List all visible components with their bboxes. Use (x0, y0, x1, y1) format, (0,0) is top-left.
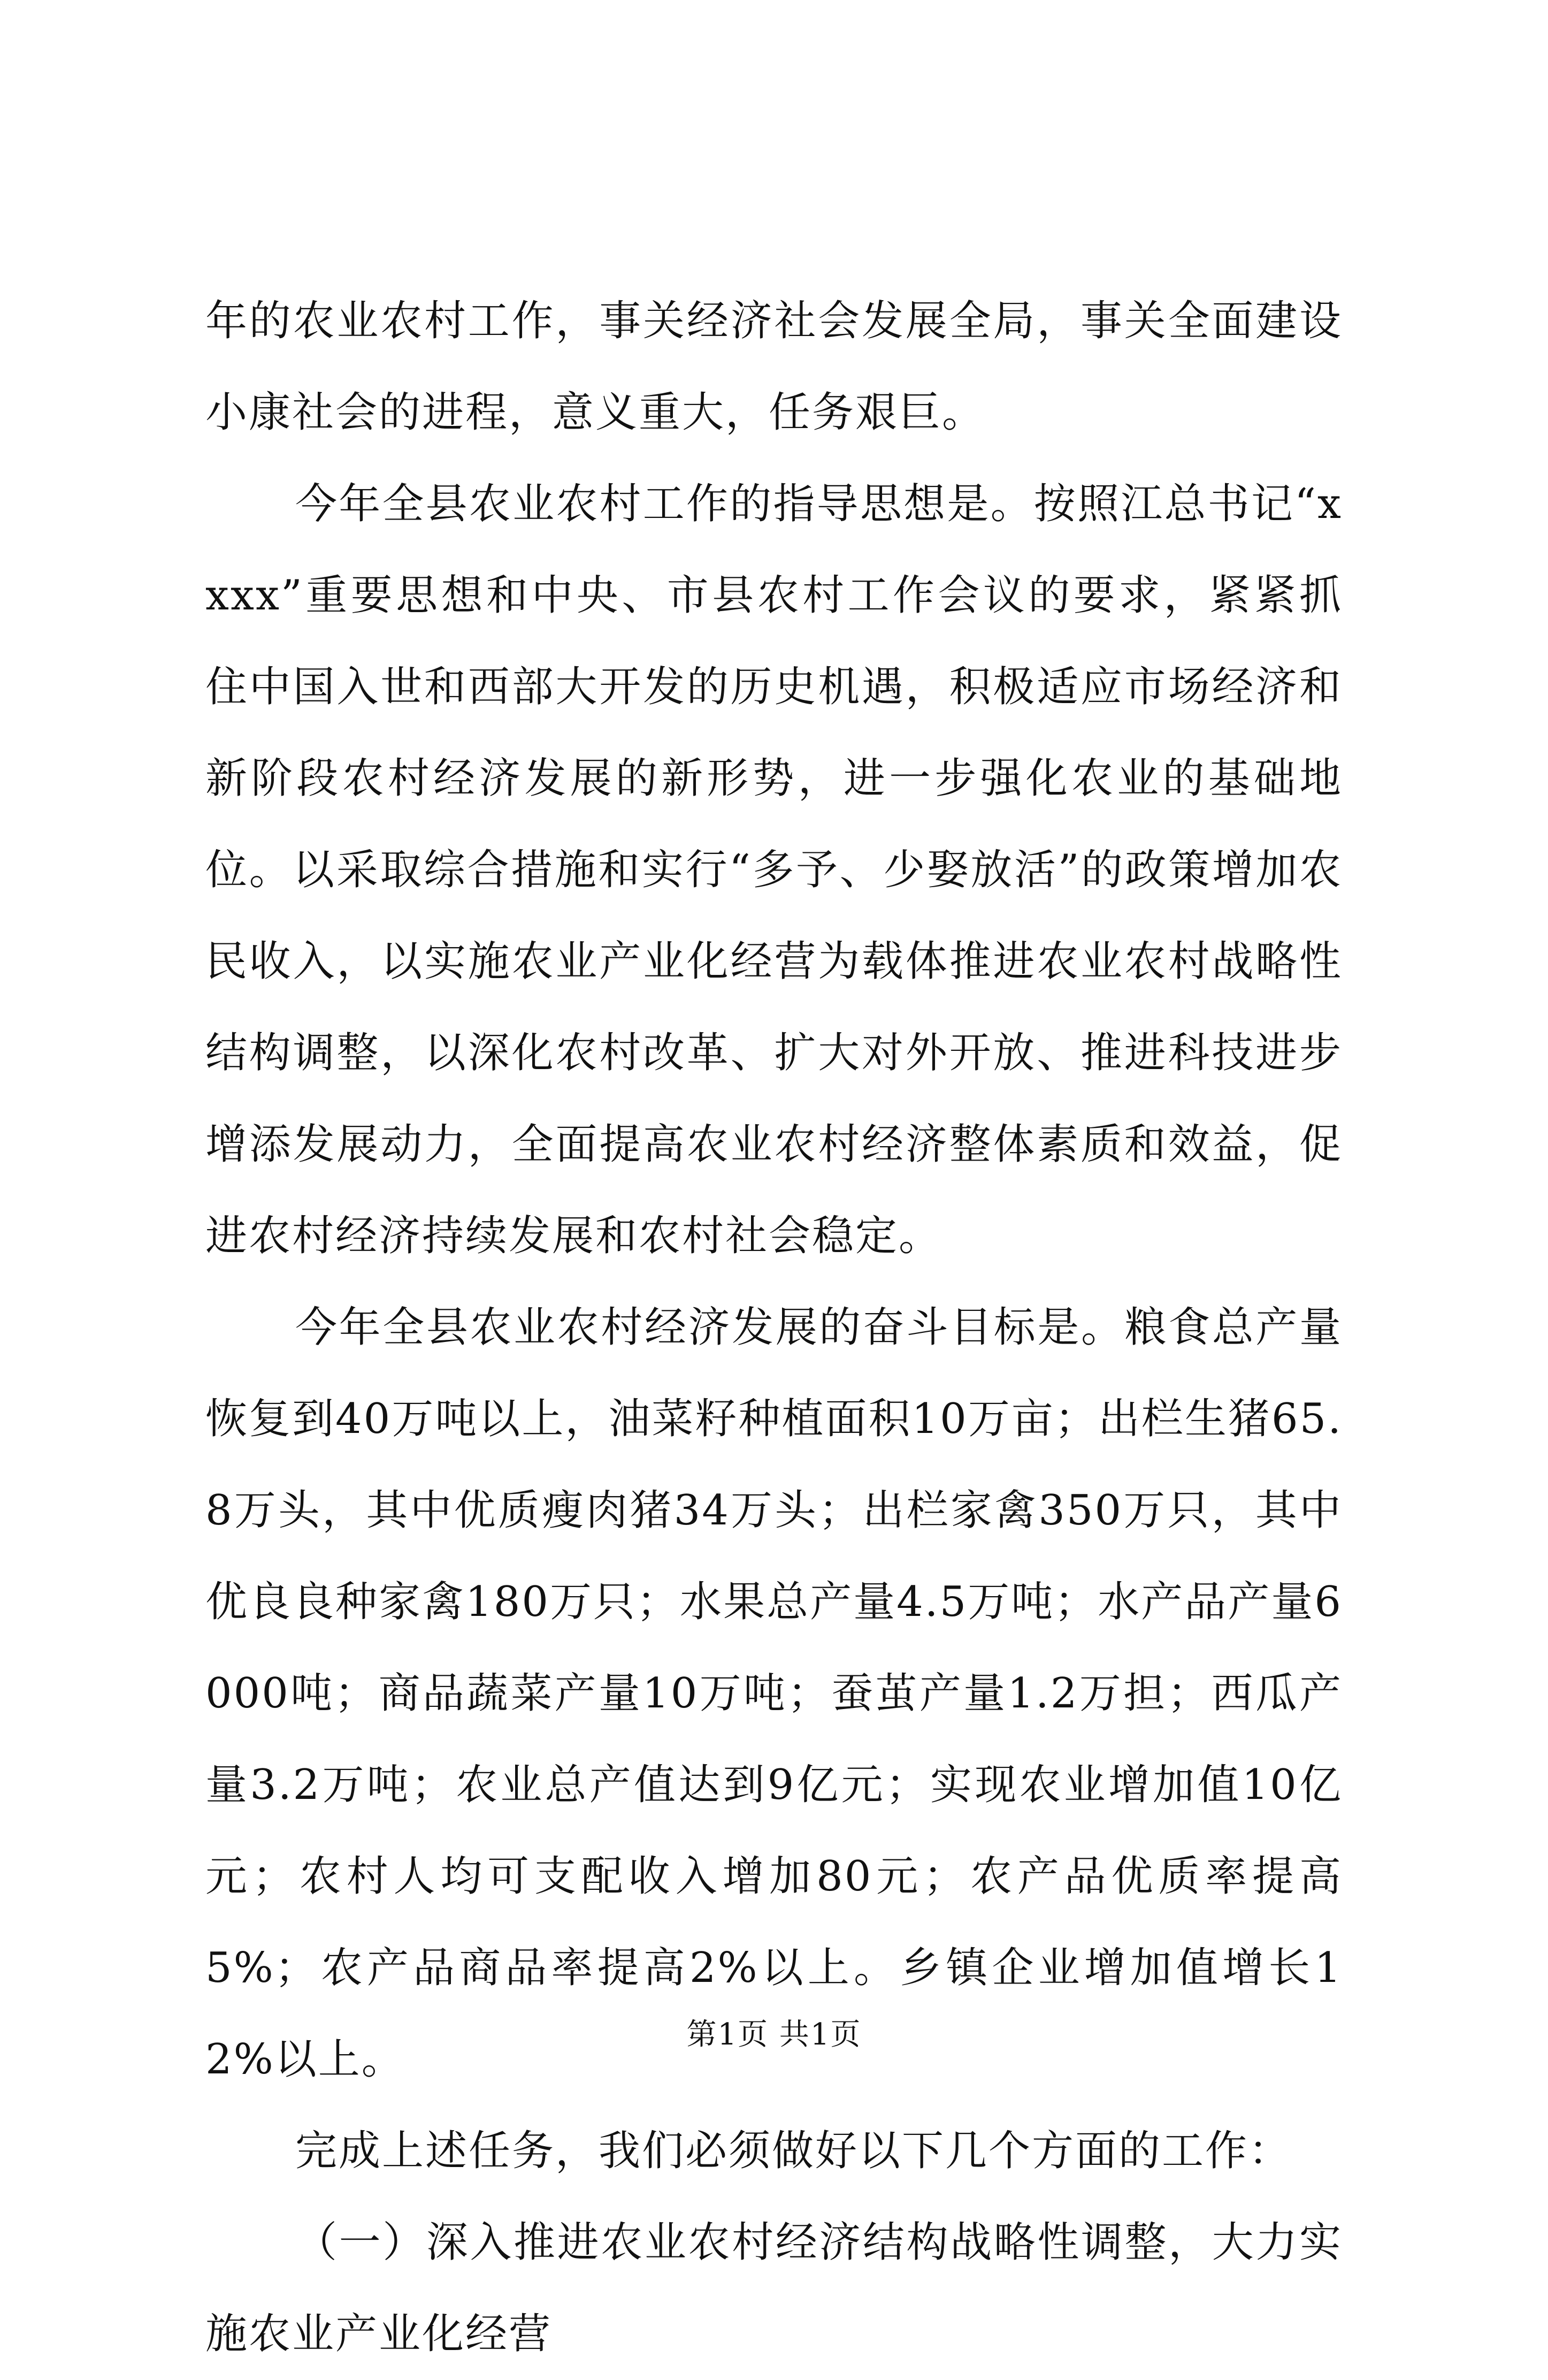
document-body (205, 276, 1343, 2380)
paragraph-tasks-intro: 完成上述任务，我们必须做好以下几个方面的工作： (295, 2127, 1292, 2175)
section-heading-one: （一）深入推进农业农村经济结构战略性调整，大力实施农业产业化经营 (205, 2218, 1343, 2358)
paragraph-guiding-ideology: 今年全县农业农村工作的指导思想是。按照江总书记“xxxx”重要思想和中央、市县农村工作会议的要求，紧紧抓住中国入世和西部大开发的历史机遇，积极适应市场经济和新阶段农村经济发展的新形势，进一步强化农业的基础地位。以采取综合措施和实行“多予、少娶放活”的政策增加农民收入，以实施农业产业化经营为载体推进农业农村战略性结构调整，以深化农村改革、扩大对外开放、推进科技进步增添发展动力，全面提高农业农村经济整体素质和效益，促进农村经济持续发展和农村社会稳定。 (205, 480, 1343, 1260)
paragraph-goals: 今年全县农业农村经济发展的奋斗目标是。粮食总产量恢复到40万吨以上，油菜籽种植面积10万亩；出栏生猪65.8万头，其中优质瘦肉猪34万头；出栏家禽350万只，其中优良良种家禽180万只；水果总产量4.5万吨；水产品产量6000吨；商品蔬菜产量10万吨；蚕茧产量1.2万担；西瓜产量3.2万吨；农业总产值达到9亿元；实现农业增加值10亿元；农村人均可支配收入增加80元；农产品优质率提高5%；农产品商品率提高2%以上。乡镇企业增加值增长12%以上。 (205, 1303, 1343, 2084)
page-number-footer: 第1页 共1页 (686, 2017, 862, 2052)
paragraph-intro-continuation: 年的农业农村工作，事关经济社会发展全局，事关全面建设小康社会的进程，意义重大，任务艰巨。 (205, 297, 1343, 437)
